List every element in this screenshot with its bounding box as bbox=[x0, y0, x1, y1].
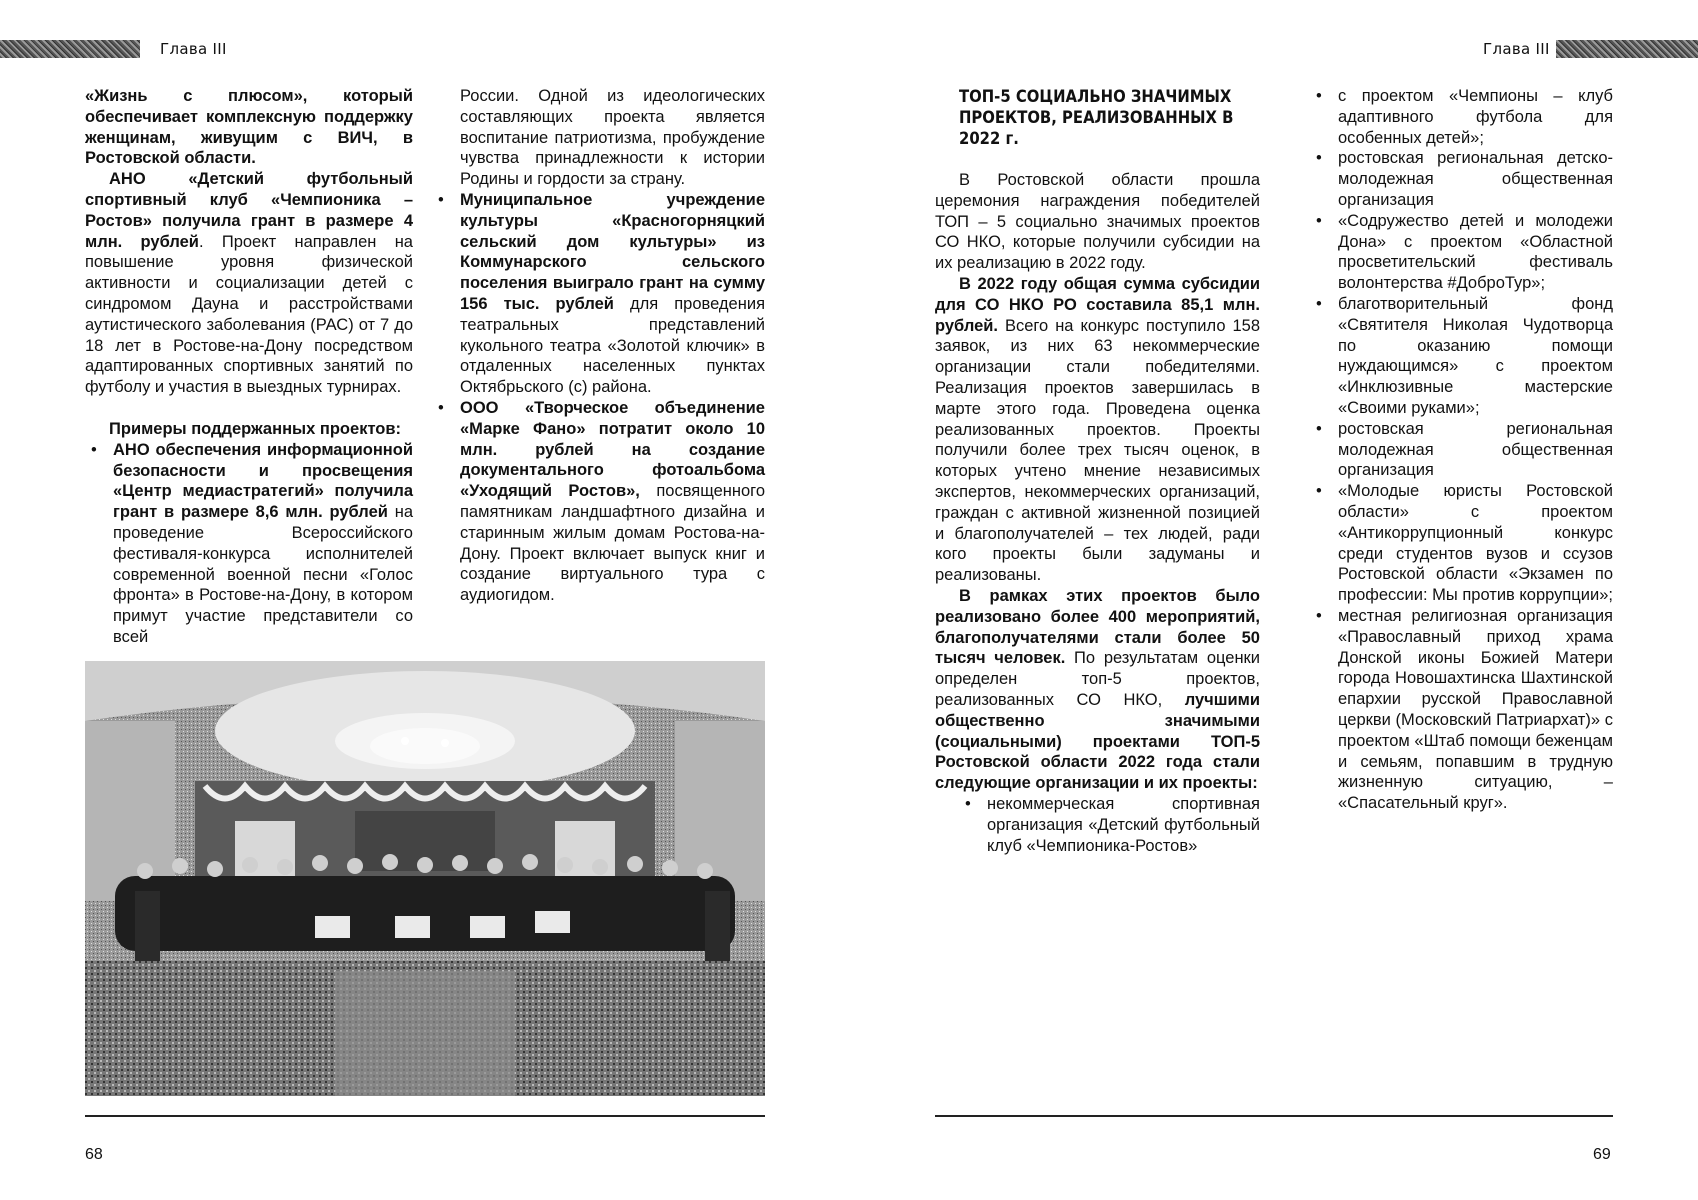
chapter-header-right: Глава III bbox=[1483, 40, 1550, 58]
examples-heading: Примеры поддержанных проектов: bbox=[109, 419, 402, 438]
chapter-header-left: Глава III bbox=[160, 40, 227, 58]
paragraph: В Ростовской области прошла церемония награждения победителей ТОП – 5 социально значимых проектов СО НКО, которые получили субсидии на их реализацию в 2022 году. bbox=[935, 171, 1260, 273]
list-item: • некоммерческая спортивная организация «Детский футбольный клуб «Чемпионика-Ростов» bbox=[959, 794, 1260, 856]
ceremony-group-photo bbox=[85, 661, 765, 1096]
list-item: • АНО обеспечения информационной безопасности и просвещения «Центр медиастратегий» получила грант в размере 8,6 млн. рублей на проведение Всероссийского фестиваля-конкурса исполнителей современной военной песни «Голос фронта» в Ростове-на-Дону, в котором примут участие представители со всей bbox=[85, 440, 413, 648]
list-item: • ростовская региональная детско-молодежная общественная организация bbox=[1310, 148, 1613, 210]
top5-list bbox=[935, 794, 1260, 856]
header-decoration-right bbox=[1556, 40, 1698, 58]
left-column-1 bbox=[85, 86, 413, 648]
header-decoration-left bbox=[0, 40, 140, 58]
paragraph: В рамках этих проектов было реализовано более 400 мероприятий, благополучателями стали более 50 тысяч человек. По результатам оценки определен топ-5 проектов, реализованных СО НКО, лучшими общественно значимыми (социальными) проектами ТОП-5 Ростовской области 2022 года стали следующие организации и их проекты: bbox=[935, 586, 1260, 793]
list-item: • ростовская региональная молодежная общественная организация bbox=[1310, 419, 1613, 481]
footer-rule-right bbox=[935, 1115, 1613, 1117]
top5-list-cont bbox=[1310, 86, 1613, 814]
footer-rule-left bbox=[85, 1115, 765, 1117]
paragraph: В 2022 году общая сумма субсидии для СО НКО РО составила 85,1 млн. рублей. Всего на конкурс поступило 158 заявок, из них 63 некоммерческие организации стали победителями. Реализация проектов завершилась в марте этого года. Проведена оценка реализованных проектов. Проекты получили более трех тысяч оценок, в которых учтено мнение независимых экспертов, некоммерческих организаций, граждан с активной жизненной позицией и благополучателей – тех людей, ради кого проекты были задуманы и реализованы. bbox=[935, 274, 1260, 585]
list-item: • местная религиозная организация «Православный приход храма Донской иконы Божией Матери города Новошахтинска Шахтинской епархии русской Православной церкви (Московский Патриархат)» с проектом «Штаб помощи беженцам и семьям, попавшим в трудную жизненную ситуацию, – «Спасательный круг». bbox=[1310, 606, 1613, 814]
list-item: • благотворительный фонд «Святителя Николая Чудотворца по оказанию помощи нуждающимся» с проектом «Инклюзивные мастерские «Своими руками»; bbox=[1310, 294, 1613, 419]
list-item: • «Молодые юристы Ростовской области» с проектом «Антикоррупционный конкурс среди студентов вузов и ссузов Ростовской области «Экзамен по профессии: Мы против коррупции»; bbox=[1310, 481, 1613, 606]
list-item: • «Содружество детей и молодежи Дона» с проектом «Областной просветительский фестиваль волонтерства #ДоброТур»; bbox=[1310, 211, 1613, 294]
list-item-continuation: • с проектом «Чемпионы – клуб адаптивного футбола для особенных детей»; bbox=[1310, 86, 1613, 148]
page-number-left: 68 bbox=[85, 1146, 103, 1163]
list-item: • Муниципальное учреждение культуры «Красногорняцкий сельский дом культуры» из Коммунарского сельского поселения выиграло грант на сумму 156 тыс. рублей для проведения театральных представлений кукольного театра «Золотой ключик» в отдаленных населенных пунктах Октябрьского (с) района. bbox=[432, 190, 765, 398]
list-item: • ООО «Творческое объединение «Марке Фано» потратит около 10 млн. рублей на создание документального фотоальбома «Уходящий Ростов», посвященного памятникам ландшафтного дизайна и старинным жилым домам Ростова-на-Дону. Проект включает выпуск книг и создание виртуального тура с аудиогидом. bbox=[432, 398, 765, 606]
right-column-2 bbox=[1310, 86, 1613, 814]
left-column-2 bbox=[460, 86, 765, 606]
section-title: ТОП-5 СОЦИАЛЬНО ЗНАЧИМЫХ ПРОЕКТОВ, РЕАЛИЗОВАННЫХ В 2022 г. bbox=[959, 87, 1234, 148]
photo-illustration bbox=[85, 661, 765, 1096]
paragraph: АНО «Детский футбольный спортивный клуб «Чемпионика – Ростов» получила грант в размере 4 млн. рублей. Проект направлен на повышение уровня физической активности и социализации детей с синдромом Дауна и расстройствами аутистического заболевания (РАС) от 7 до 18 лет в Ростове-на-Дону посредством адаптированных спортивных занятий по футболу и участия в выездных турнирах. bbox=[85, 170, 413, 397]
examples-list bbox=[85, 440, 413, 648]
page-number-right: 69 bbox=[1593, 1146, 1611, 1163]
examples-list-cont bbox=[432, 190, 765, 606]
right-column-1 bbox=[935, 86, 1260, 856]
paragraph: России. Одной из идеологических составляющих проекта является воспитание патриотизма, пробуждение чувства принадлежности к истории Родины и гордости за страну. bbox=[460, 87, 765, 189]
paragraph: «Жизнь с плюсом», который обеспечивает комплексную поддержку женщинам, живущим с ВИЧ, в Ростовской области. bbox=[85, 87, 413, 168]
